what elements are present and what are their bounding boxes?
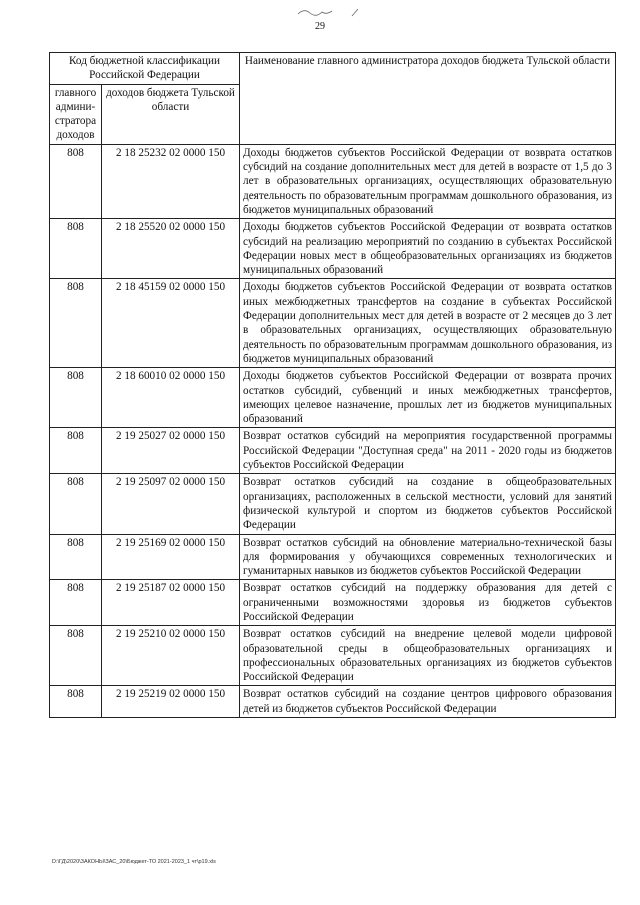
table-row	[50, 368, 616, 428]
admin-code-cell: 808	[50, 428, 102, 474]
budget-code-cell: 2 19 25219 02 0000 150	[102, 686, 240, 718]
admin-code-cell: 808	[50, 534, 102, 580]
file-path-footer: D:\ГД\2020\ЗАКОНЫ\ЗАС_20\Бюджет-ТО 2021-2023_1 чт\p19.xls	[52, 859, 216, 865]
income-name-cell: Возврат остатков субсидий на создание в общеобразовательных организациях, расположенных в сельской местности, условий для занятий физической культурой и спортом из бюджетов субъектов Российской Федерации	[240, 474, 616, 534]
table-row	[50, 686, 616, 718]
header-administrator-name: Наименование главного администратора доходов бюджета Тульской области	[240, 53, 616, 145]
income-name-cell: Возврат остатков субсидий на создание центров цифрового образования детей из бюджетов субъектов Российской Федерации	[240, 686, 616, 718]
header-chief-administrator: главного админи-стратора доходов	[50, 84, 102, 144]
income-name-cell: Возврат остатков субсидий на поддержку образования для детей с ограниченными возможностями здоровья из бюджетов субъектов Российской Федерации	[240, 580, 616, 626]
table-row	[50, 626, 616, 686]
admin-code-cell: 808	[50, 279, 102, 368]
admin-code-cell: 808	[50, 144, 102, 218]
table-header-row	[50, 53, 616, 85]
budget-code-cell: 2 19 25187 02 0000 150	[102, 580, 240, 626]
admin-code-cell: 808	[50, 368, 102, 428]
income-name-cell: Доходы бюджетов субъектов Российской Федерации от возврата остатков иных межбюджетных трансфертов на создание в субъектах Российской Федерации дополнительных мест для детей в возрасте от 2 месяцев до 3 лет в образовательных организациях, осуществляющих образовательную деятельность по образовательным программам дошкольного образования, из бюджетов муниципальных образований	[240, 279, 616, 368]
page-number: 29	[315, 21, 325, 32]
budget-code-cell: 2 19 25210 02 0000 150	[102, 626, 240, 686]
table-row	[50, 580, 616, 626]
table-row	[50, 534, 616, 580]
income-name-cell: Доходы бюджетов субъектов Российской Федерации от возврата остатков субсидий на реализацию мероприятий по созданию в субъектах Российской Федерации новых мест в общеобразовательных организациях из бюджетов муниципальных образований	[240, 219, 616, 279]
table-row	[50, 219, 616, 279]
admin-code-cell: 808	[50, 474, 102, 534]
table-row	[50, 279, 616, 368]
income-name-cell: Доходы бюджетов субъектов Российской Федерации от возврата прочих остатков субсидий, субвенций и иных межбюджетных трансфертов, имеющих целевое назначение, прошлых лет из бюджетов муниципальных образований	[240, 368, 616, 428]
budget-code-cell: 2 19 25097 02 0000 150	[102, 474, 240, 534]
admin-code-cell: 808	[50, 580, 102, 626]
budget-code-cell: 2 18 25232 02 0000 150	[102, 144, 240, 218]
budget-code-cell: 2 18 60010 02 0000 150	[102, 368, 240, 428]
budget-code-cell: 2 19 25027 02 0000 150	[102, 428, 240, 474]
handwritten-mark	[296, 6, 368, 18]
admin-code-cell: 808	[50, 686, 102, 718]
budget-code-cell: 2 18 45159 02 0000 150	[102, 279, 240, 368]
admin-code-cell: 808	[50, 219, 102, 279]
table-row	[50, 144, 616, 218]
income-name-cell: Возврат остатков субсидий на мероприятия государственной программы Российской Федерации "Доступная среда" на 2011 - 2020 годы из бюджетов субъектов Российской Федерации	[240, 428, 616, 474]
table-row	[50, 428, 616, 474]
income-name-cell: Возврат остатков субсидий на внедрение целевой модели цифровой образовательной среды в общеобразовательных организациях и профессиональных образовательных организациях из бюджетов субъектов Российской Федерации	[240, 626, 616, 686]
header-classification-code: Код бюджетной классификации Российской Федерации	[50, 53, 240, 85]
income-name-cell: Доходы бюджетов субъектов Российской Федерации от возврата остатков субсидий на создание дополнительных мест для детей в возрасте от 1,5 до 3 лет в образовательных организациях, осуществляющих образовательную деятельность по образовательным программам дошкольного образования, из бюджетов муниципальных образований	[240, 144, 616, 218]
table-row	[50, 474, 616, 534]
header-regional-income: доходов бюджета Тульской области	[102, 84, 240, 144]
budget-code-cell: 2 18 25520 02 0000 150	[102, 219, 240, 279]
budget-classification-table	[49, 52, 616, 718]
budget-code-cell: 2 19 25169 02 0000 150	[102, 534, 240, 580]
admin-code-cell: 808	[50, 626, 102, 686]
income-name-cell: Возврат остатков субсидий на обновление материально-технической базы для формирования у обучающихся современных технологических и гуманитарных навыков из бюджетов субъектов Российской Федерации	[240, 534, 616, 580]
